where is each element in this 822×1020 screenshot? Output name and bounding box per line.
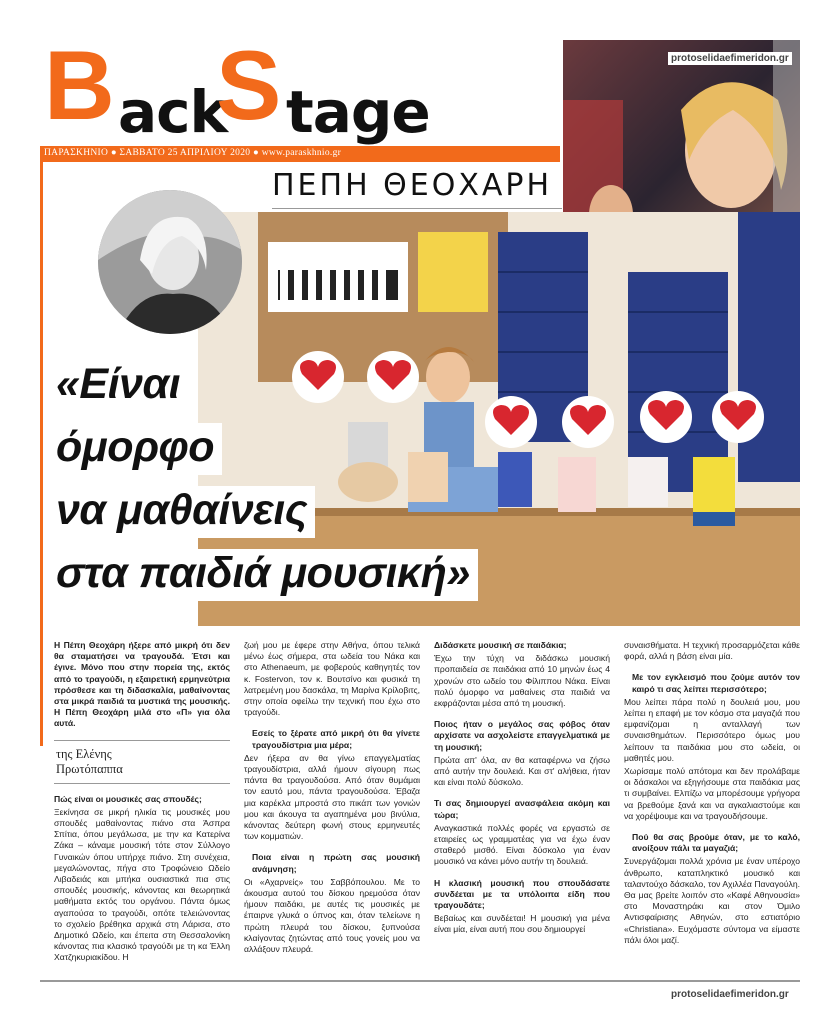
byline: [54, 740, 230, 784]
question: Πώς είναι οι μουσικές σας σπουδές;: [54, 793, 202, 804]
question: Ποια είναι η πρώτη σας μουσική ανάμνηση;: [252, 852, 420, 874]
masthead-letter-b: B: [44, 30, 115, 140]
byline-line-1: της Ελένης: [56, 746, 112, 761]
masthead-word-stage: tage: [286, 78, 430, 146]
headline: [50, 360, 610, 612]
column-1: [54, 640, 230, 978]
column-2: [244, 640, 420, 978]
answer: Μου λείπει πάρα πολύ η δουλειά μου, μου λείπει η επαφή με τον κόσμο στα μαγαζιά που εμφανίζομαι η ανταλλαγή των συναισθημάτων. Περισσότερο όμως μου λείπουν τα παιδάκια μου στο ωδεία, οι μαθητές μου.: [624, 696, 800, 763]
question: Η κλασική μουσική που σπουδάσατε συνδέεται με τα υπόλοιπα είδη που τραγουδάτε;: [434, 877, 610, 911]
lead-paragraph: Η Πέπη Θεοχάρη ήξερε από μικρή ότι δεν θα σταματήσει να τραγουδά. Έτσι και έγινε. Μόνο που στην πορεία της, εκτός από το τραγούδι, η εξαιρετική ερμηνεύτρια πρόσθεσε και τη διδασκαλία, μαθαίνοντας στα μικρά παιδιά τα μυστικά της μουσικής. Η Πέπη Θεοχάρη μιλά στο «Π» για όλα αυτά.: [54, 640, 230, 729]
answer: ζωή μου με έφερε στην Αθήνα, όπου τελικά μένω έως σήμερα, στα ωδεία του Νάκα και στο Athenaeum, με φοβερούς καθηγητές τον κ. Fostervon, τον κ. Βουτσίνο και φυσικά τη λατρεμένη μου δασκάλα, τη Μαρίνα Κρίλοβιτς, στην οποία οφείλω την τεχνική που έχω στο τραγούδι.: [244, 640, 420, 718]
dateline: ΠΑΡΑΣΚΗΝΙΟ ● ΣΑΒΒΑΤΟ 25 ΑΠΡΙΛΙΟΥ 2020 ● www.paraskhnio.gr: [40, 146, 560, 162]
answer: Οι «Αχαρνείς» του Σαββόπουλου. Με το άκουσμα αυτού του δίσκου ηρεμούσα όταν ήμουν παιδάκι, με αυτές τις μουσικές με έπαιρνε γλυκά ο ύπνος και, όταν τελείωνε η πρώτη πλευρά του δίσκου, ξυπνούσα κλαίγοντας ζητώντας από τους γονείς μου να αλλάξουν πλευρά.: [244, 876, 420, 955]
watermark-top: protoselidaefimeridon.gr: [668, 52, 792, 65]
answer: Δεν ήξερα αν θα γίνω επαγγελματίας τραγουδίστρια, αλλά ήμουν σίγουρη πως πάντα θα τραγουδούσα. Από όταν θυμάμαι τον εαυτό μου, πάντα τραγουδούσα. Έβαζα μια καρέκλα μπροστά στο πικάπ των γονιών μου και άκουγα τα αγαπημένα μου βινύλια, κάνοντας δεύτερη φωνή στους ερμηνευτές των κομματιών.: [244, 752, 420, 842]
left-accent-bar: [40, 146, 43, 746]
article-body: [54, 640, 800, 978]
column-4: [624, 640, 800, 978]
headline-line-3: να μαθαίνεις: [50, 486, 315, 538]
byline-line-2: Πρωτόπαππα: [56, 761, 123, 776]
question: Τι σας δημιουργεί ανασφάλεια ακόμη και τώρα;: [434, 798, 610, 820]
question: Εσείς το ξέρατε από μικρή ότι θα γίνετε τραγουδίστρια μια μέρα;: [252, 728, 420, 750]
answer: Έχω την τύχη να διδάσκω μουσική προπαιδεία σε παιδάκια από 10 μηνών έως 4 χρονών στο ωδείο του Φίλιππου Νάκα. Είναι πολύ όμορφο να μαθαίνεις στα παιδιά να εκφράζονται μέσα από τη μουσική.: [434, 653, 610, 709]
answer: Αναγκαστικά πολλές φορές να εργαστώ σε εταιρείες ως γραμματέας για να έχω έναν σταθερό μισθό. Είναι δύσκολο για έναν μουσικό να κάνει μόνο αυτήν τη δουλειά.: [434, 822, 610, 867]
singer-portrait: [98, 190, 242, 334]
answer: Συνεργάζομαι πολλά χρόνια με έναν υπέροχο άνθρωπο, καταπληκτικό μουσικό και ταλαντούχο δάσκαλο, τον Αχιλλέα Παναγούλη. Θα μας βρείτε λοιπόν στο «Καφέ Αθηνουσία» στο Μοναστηράκι και στον Όμιλο Αντισφαίρισης Αθηνών, στο εστιατόριο «Christiana». Ευχόμαστε σύντομα να είμαστε πάλι όλοι μαζί.: [624, 856, 800, 945]
headline-line-4: στα παιδιά μουσική»: [50, 549, 478, 601]
newspaper-page: [40, 30, 800, 1000]
question: Διδάσκετε μουσική σε παιδάκια;: [434, 640, 567, 650]
bottom-rule: [40, 980, 800, 982]
column-3: [434, 640, 610, 978]
masthead-letter-s: S: [216, 30, 282, 140]
answer: Βεβαίως και συνδέεται! Η μουσική για μένα είναι μία, είναι αυτή που σου δημιουργεί: [434, 913, 610, 935]
masthead: [40, 30, 560, 146]
answer: Ξεκίνησα σε μικρή ηλικία τις μουσικές μου σπουδές μαθαίνοντας πιάνο στα Άσπρα Σπίτια, όπου μεγάλωσα, με την κα Κατερίνα Ζάκα – κάναμε μουσική τότε στον Σύλλογο Γυναικών όπου υπήρχε πιάνο. Στη συνέχεια, μεγαλώνοντας, πήγα στο Τροφώνειο Ωδείο Λιβαδειάς και μπήκα ουσιαστικά πια στις σπουδές μουσικής, κάνοντας και θεωρητικά μαθήματα εκτός του οργάνου. Πάντα όμως αγαπούσα το τραγούδι, οπότε τελειώνοντας το σχολείο βρέθηκα αρχικά στη Λάρισα, στο Δημοτικό Ωδείο, και έπειτα στη Θεσσαλονίκη κάνοντας πια κλασικό τραγούδι με τη κα Έλλη Χατζηκυριακίδου. Η: [54, 806, 230, 963]
question: Ποιος ήταν ο μεγάλος σας φόβος όταν αρχίσατε να ασχολείστε επαγγελματικά με τη μουσική;: [434, 719, 610, 752]
watermark-bottom: protoselidaefimeridon.gr: [668, 988, 792, 1001]
answer: Χωρίσαμε πολύ απότομα και δεν προλάβαμε οι δάσκαλοι να εξηγήσουμε στα παιδάκια μας τι συμβαίνει. Ελπίζω να μπορέσουμε γρήγορα να βρεθούμε ξανά και να αγκαλιαστούμε και να χορέψουμε και να τραγουδήσουμε.: [624, 766, 800, 821]
question: Πού θα σας βρούμε όταν, με το καλό, ανοίξουν πάλι τα μαγαζιά;: [632, 832, 800, 854]
headline-line-1: «Είναι: [50, 360, 188, 412]
answer: Πρώτα απ' όλα, αν θα καταφέρνω να ζήσω από αυτήν την δουλειά. Και στ' αλήθεια, ήταν και είναι πολύ δύσκολο.: [434, 754, 610, 788]
subject-name: ΠΕΠΗ ΘΕΟΧΑΡΗ: [272, 168, 553, 203]
question: Με τον εγκλεισμό που ζούμε αυτόν τον καιρό τι σας λείπει περισσότερο;: [632, 672, 800, 694]
headline-line-2: όμορφο: [50, 423, 222, 475]
masthead-word-back: ack: [118, 78, 228, 146]
answer: συναισθήματα. Η τεχνική προσαρμόζεται κάθε φορά, αλλά η βάση είναι μία.: [624, 640, 800, 662]
divider: [272, 208, 562, 209]
